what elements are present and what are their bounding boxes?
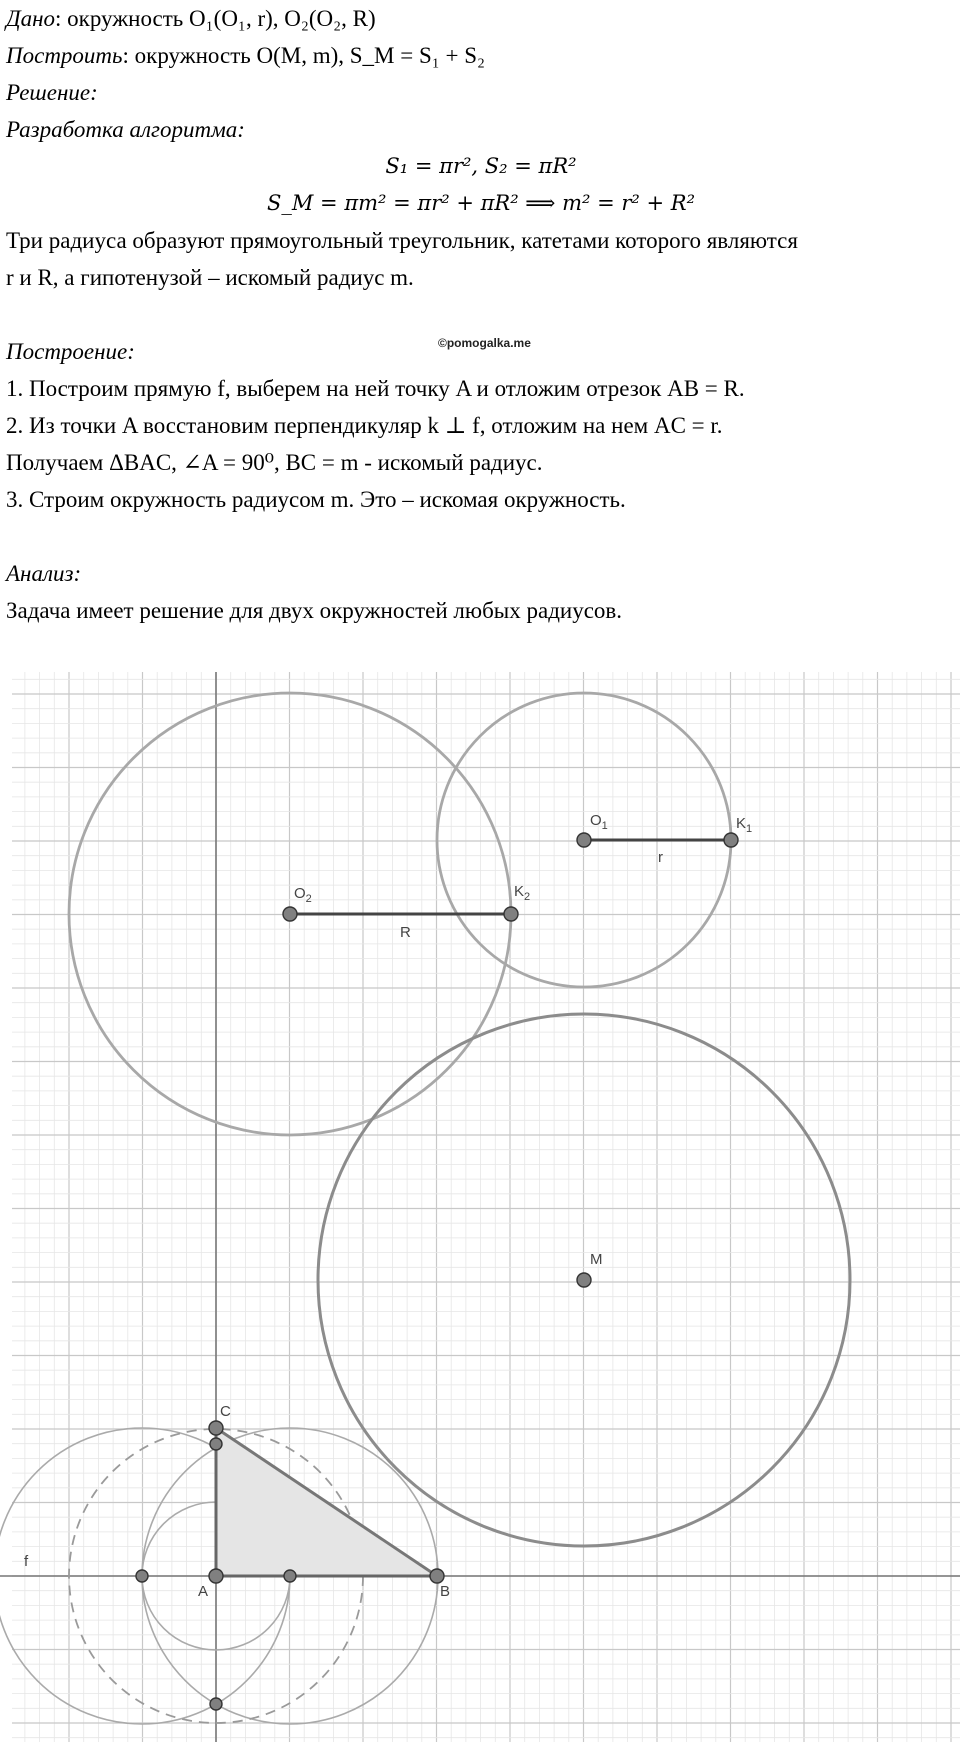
construction-heading: Построение: — [6, 339, 135, 364]
label-c: C — [220, 1403, 231, 1420]
label-a: A — [198, 1583, 209, 1600]
construct-text: : окружность O(M, m), S_M = S₁ + S₂ — [122, 43, 486, 68]
label-r-big: R — [400, 924, 411, 941]
given-text: : окружность O₁(O₁, r), O₂(O₂, R) — [55, 6, 376, 31]
given-label: Дано — [6, 6, 56, 31]
point-o2 — [283, 907, 297, 921]
step-2-result: Получаем ΔBAC, ∠A = 90⁰, BC = m - искомый радиус. — [6, 450, 543, 475]
label-k1: $K_1$ — [736, 815, 753, 835]
point-right — [284, 1570, 296, 1582]
point-intersection-top — [210, 1438, 222, 1450]
formula-radius: S_M = πm² = πr² + πR² ⟹ m² = r² + R² — [266, 191, 696, 215]
point-a — [209, 1569, 223, 1583]
text-block — [6, 0, 956, 629]
construct-line — [6, 37, 956, 74]
label-f: f — [24, 1553, 29, 1570]
step-3: 3. Строим окружность радиусом m. Это – искомая окружность. — [6, 487, 626, 512]
point-o1 — [577, 833, 591, 847]
label-o1: $O_1$ — [590, 812, 608, 832]
point-c — [209, 1421, 223, 1435]
construct-label: Построить — [6, 43, 123, 68]
paragraph-line-1: Три радиуса образуют прямоугольный треугольник, катетами которого являются — [6, 228, 798, 253]
label-o2: $O_2$ — [294, 885, 312, 905]
point-intersection-bottom — [210, 1698, 222, 1710]
point-k2 — [504, 907, 518, 921]
step-1: 1. Построим прямую f, выберем на ней точку A и отложим отрезок AB = R. — [6, 376, 745, 401]
construction-figure — [0, 660, 960, 1742]
point-m — [577, 1273, 591, 1287]
analysis-text: Задача имеет решение для двух окружностей любых радиусов. — [6, 598, 623, 623]
grid — [12, 672, 960, 1742]
label-b: B — [440, 1583, 451, 1600]
point-b — [430, 1569, 444, 1583]
paragraph-line-2: r и R, а гипотенузой – искомый радиус m. — [6, 265, 414, 290]
label-k2: $K_2$ — [514, 883, 531, 903]
step-2: 2. Из точки A восстановим перпендикуляр k ⊥ f, отложим на нем AC = r. — [6, 413, 723, 438]
algorithm-heading: Разработка алгоритма: — [6, 117, 245, 142]
analysis-heading: Анализ: — [6, 561, 82, 586]
watermark: ©pomogalka.me — [438, 336, 531, 350]
point-left — [136, 1570, 148, 1582]
label-m: M — [590, 1251, 603, 1268]
given-line — [6, 0, 956, 37]
spacer — [6, 518, 956, 555]
point-k1 — [724, 833, 738, 847]
spacer — [6, 296, 956, 333]
label-r-small: r — [658, 849, 663, 866]
solution-heading: Решение: — [6, 80, 98, 105]
formula-areas: S₁ = πr², S₂ = πR² — [385, 154, 577, 178]
